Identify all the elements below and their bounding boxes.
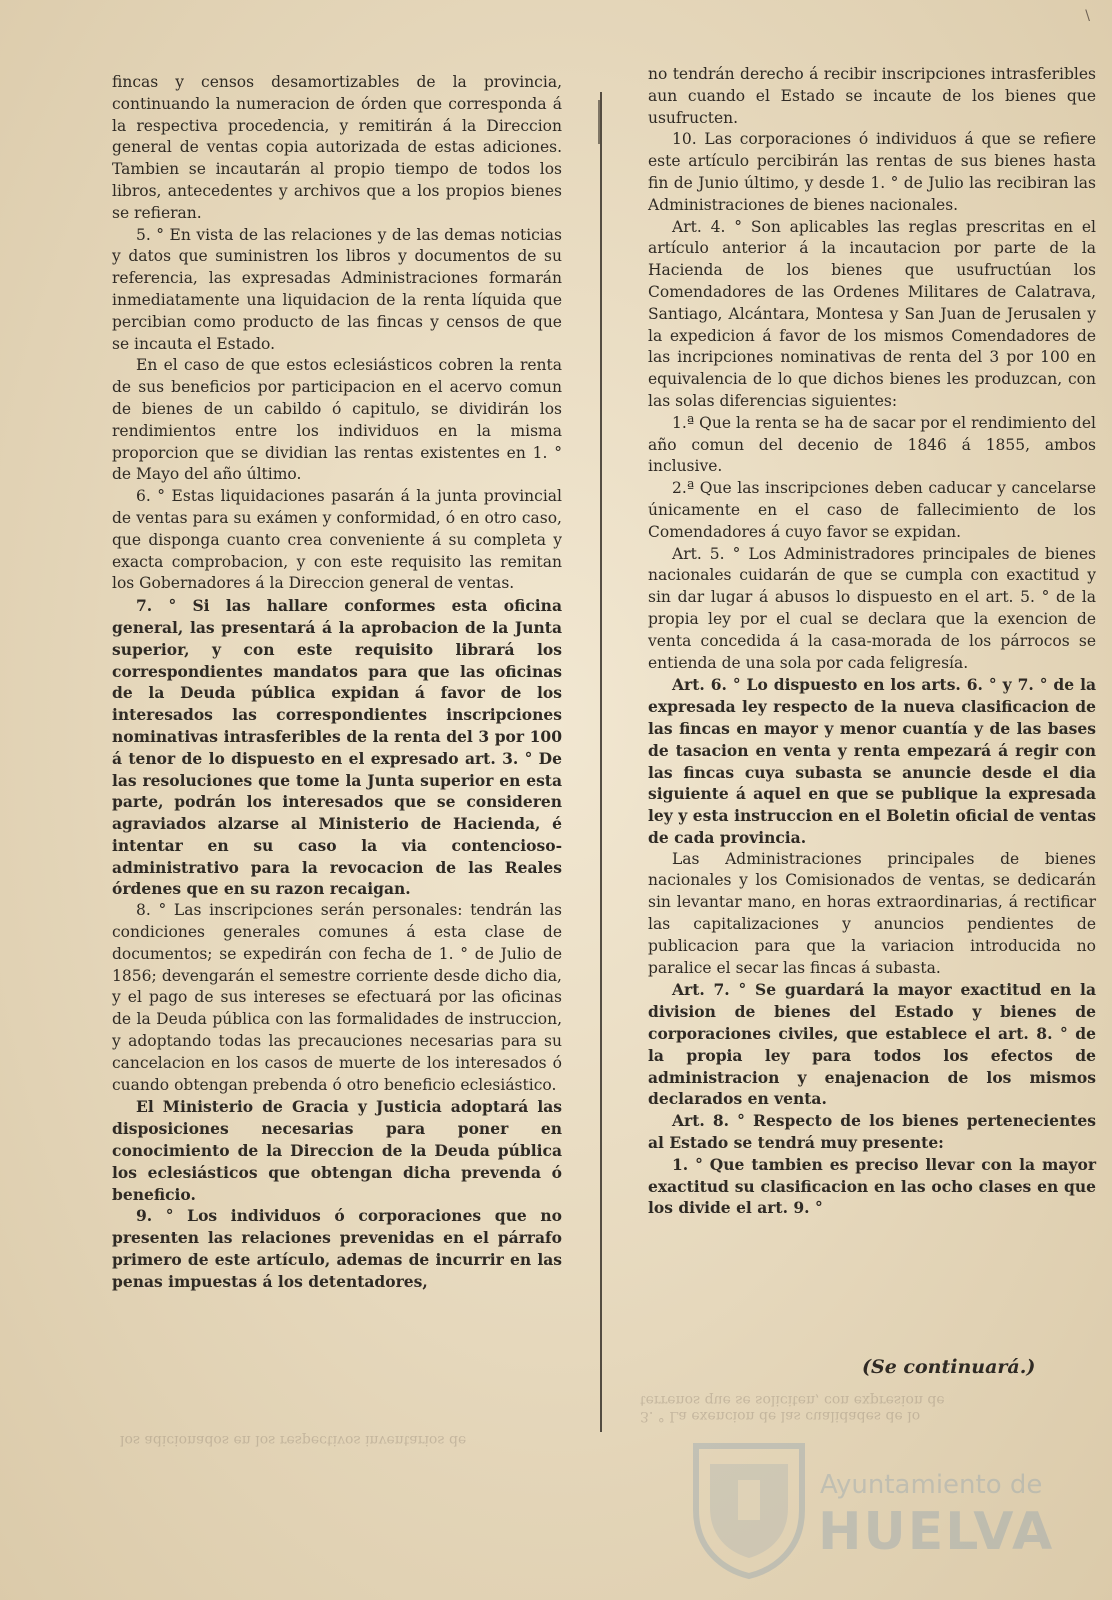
right-paragraph-1: no tendrán derecho á recibir inscripciones intrasferibles aun cuando el Estado se incaute de los bienes que usufructen.	[648, 65, 1096, 127]
right-paragraph-2: 10. Las corporaciones ó individuos á que se refiere este artículo percibirán las rentas de sus bienes hasta fin de Junio último, y desde 1. ° de Julio las recibiran las Administraciones de bienes nacionales.	[648, 130, 1096, 214]
left-paragraph-3: En el caso de que estos eclesiásticos cobren la renta de sus beneficios por participacion en el acervo comun de bienes de un cabildo ó capitulo, se dividirán los rendimientos entre los individuos en la misma proporcion que se dividian las rentas existentes en 1. ° de Mayo del año último.	[112, 356, 562, 484]
bleed-through-text-2: 3. ° La exencion de las cualidades de lo terrenos que se soliciten, con expresion de	[640, 1392, 945, 1424]
bleed-through-text: los adicionados en los respectivos inventarios de	[120, 1432, 467, 1448]
right-column	[648, 64, 1096, 1219]
corner-mark: \	[1085, 8, 1090, 24]
left-column	[112, 72, 562, 1293]
column-divider-mark	[598, 100, 606, 144]
right-paragraph-4: 1.ª Que la renta se ha de sacar por el rendimiento del año comun del decenio de 1846 á 1855, ambos inclusive.	[648, 413, 1096, 476]
left-paragraph-1: fincas y censos desamortizables de la provincia, continuando la numeracion de órden que corresponda á la respectiva procedencia, y remitirán á la Direccion general de ventas copia autorizada de estas adiciones. Tambien se incautarán al propio tiempo de todos los libros, antecedentes y archivos que a los propios bienes se refieran.	[112, 73, 562, 222]
left-paragraph-4: 6. ° Estas liquidaciones pasarán á la junta provincial de ventas para su exámen y conformidad, ó en otro caso, que disponga cuanto crea conveniente á su completa y exacta comprobacion, y con este requisito las remitan los Gobernadores á la Direccion general de ventas.	[112, 487, 562, 593]
left-paragraph-8: 9. ° Los individuos ó corporaciones que no presenten las relaciones prevenidas en el párrafo primero de este artículo, ademas de incurrir en las penas impuestas á los detentadores,	[112, 1206, 562, 1291]
archive-watermark	[690, 1440, 1090, 1580]
right-paragraph-8: Las Administraciones principales de bienes nacionales y los Comisionados de ventas, se dedicarán sin levantar mano, en horas extraordinarias, á rectificar las capitalizaciones y anuncios pendientes de publicacion para que la variacion introducida no paralice el secar las fincas á subasta.	[648, 849, 1096, 977]
column-divider	[600, 92, 602, 1432]
right-paragraph-9: Art. 7. ° Se guardará la mayor exactitud en la division de bienes del Estado y bienes de corporaciones civiles, que establece el art. 8. ° de la propia ley para todos los efectos de administracion y enajenacion de los mismos declarados en venta.	[648, 980, 1096, 1109]
right-paragraph-7: Art. 6. ° Lo dispuesto en los arts. 6. ° y 7. ° de la expresada ley respecto de la nueva clasificacion de las fincas en mayor y menor cuantía y de las bases de tasacion en venta y renta empezará á regir con las fincas cuya subasta se anuncie desde el dia siguiente á aquel en que se publique la expresada ley y esta instruccion en el Boletin oficial de ventas de cada provincia.	[648, 675, 1096, 847]
left-paragraph-6: 8. ° Las inscripciones serán personales: tendrán las condiciones generales comunes á esta clase de documentos; se expedirán con fecha de 1. ° de Julio de 1856; devengarán el semestre corriente desde dicho dia, y el pago de sus intereses se efectuará por las oficinas de la Deuda pública con las formalidades de instruccion, y adoptando todas las precauciones necesarias para su cancelacion en los casos de muerte de los interesados ó cuando obtengan prebenda ó otro beneficio eclesiástico.	[112, 901, 562, 1094]
right-paragraph-10: Art. 8. ° Respecto de los bienes pertenecientes al Estado se tendrá muy presente:	[648, 1111, 1096, 1153]
watermark-line-1: Ayuntamiento de	[820, 1470, 1043, 1500]
watermark-line-2: HUELVA	[818, 1502, 1055, 1562]
right-paragraph-5: 2.ª Que las inscripciones deben caducar y cancelarse únicamente en el caso de fallecimiento de los Comendadores á cuyo favor se expidan.	[648, 479, 1096, 541]
right-paragraph-11: 1. ° Que tambien es preciso llevar con la mayor exactitud su clasificacion en las ocho clases en que los divide el art. 9. °	[648, 1154, 1096, 1218]
right-paragraph-3: Art. 4. ° Son aplicables las reglas prescritas en el artículo anterior á la incautacion por parte de la Hacienda de los bienes que usufructúan los Comendadores de las Ordenes Militares de Calatrava, Santiago, Alcántara, Montesa y San Juan de Jerusalen y la expedicion á favor de los mismos Comendadores de las incripciones nominativas de renta del 3 por 100 en equivalencia de lo que dichos bienes les produzcan, con las solas diferencias siguientes:	[648, 217, 1096, 410]
right-paragraph-6: Art. 5. ° Los Administradores principales de bienes nacionales cuidarán de que se cumpla con exactitud y sin dar lugar á abusos lo dispuesto en el art. 5. ° de la propia ley por el cual se declara que la exencion de venta concedida á la casa-morada de los párrocos se entienda de una sola por cada feligresía.	[648, 544, 1096, 672]
continuation-note: (Se continuará.)	[862, 1356, 1036, 1378]
left-paragraph-7: El Ministerio de Gracia y Justicia adoptará las disposiciones necesarias para poner en conocimiento de la Direccion de la Deuda pública los eclesiásticos que obtengan dicha prevenda ó beneficio.	[112, 1097, 562, 1204]
left-paragraph-5: 7. ° Si las hallare conformes esta oficina general, las presentará á la aprobacion de la Junta superior, y con este requisito librará los correspondientes mandatos para que las oficinas de la Deuda pública expidan á favor de los interesados las correspondientes inscripciones nominativas intrasferibles de la renta del 3 por 100 á tenor de lo dispuesto en el expresado art. 3. ° De las resoluciones que tome la Junta superior en esta parte, podrán los interesados que se consideren agraviados alzarse al Ministerio de Hacienda, é intentar en su caso la via contencioso-administrativo para la revocacion de las Reales órdenes que en su razon recaigan.	[112, 596, 562, 899]
left-paragraph-2: 5. ° En vista de las relaciones y de las demas noticias y datos que suministren los libros y documentos de su referencia, las expresadas Administraciones formarán inmediatamente una liquidacion de la renta líquida que percibian como producto de las fincas y censos de que se incauta el Estado.	[112, 225, 562, 353]
city-shield-icon	[690, 1440, 808, 1580]
